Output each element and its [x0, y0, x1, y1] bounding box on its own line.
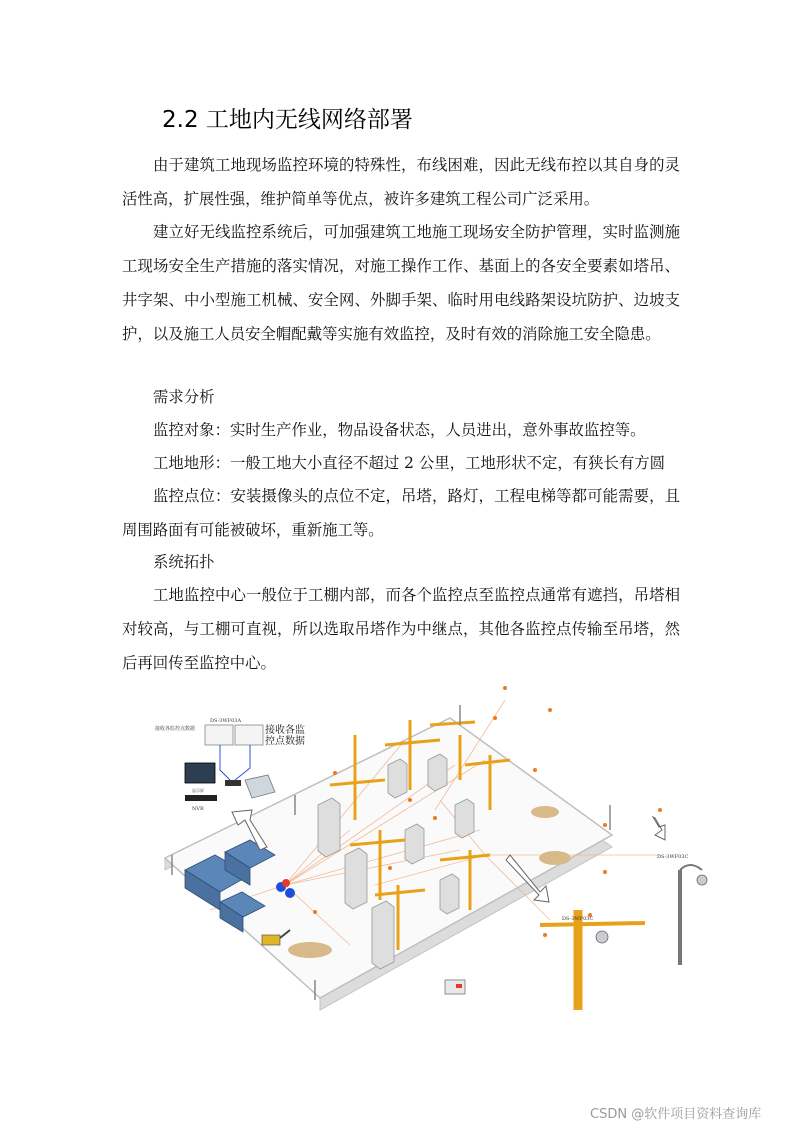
- generator-icon: [445, 980, 465, 994]
- paragraph-site-terrain: 工地地形：一般工地大小直径不超过 2 公里，工地形状不定，有狭长有方圆: [153, 454, 666, 472]
- pole-cpe-label: DS-3WF03C: [657, 854, 689, 860]
- paragraph-topology: 工地监控中心一般位于工棚内部，而各个监控点至监控点通常有遮挡，吊塔相对较高，与工棚可直视，所以选取吊塔作为中继点，其他各监控点传输至吊塔，然后再回传至监控中心。: [122, 586, 680, 672]
- paragraph-intro: 由于建筑工地现场监控环境的特殊性，布线困难，因此无线布控以其自身的灵活性高，扩展性强，维护简单等优点，被许多建筑工程公司广泛采用。: [122, 156, 680, 208]
- paragraph-benefits: 建立好无线监控系统后，可加强建筑工地施工现场安全防护管理，实时监测施工现场安全生产措施的落实情况，对施工操作工作、基面上的各安全要素如塔吊、井字架、中小型施工机械、安全网、外脚手架、临时用电线路架设坑防护、边坡支护，以及施工人员安全帽配戴等实施有效监控，及时有效的消除施工安全隐患。: [122, 223, 680, 343]
- pole-camera: [657, 854, 707, 965]
- subheading-topology: 系统拓扑: [153, 553, 215, 571]
- subheading-requirements: 需求分析: [153, 388, 215, 406]
- monitor-label: 显示屏: [192, 788, 204, 793]
- paragraph-monitor-targets: 监控对象：实时生产作业，物品设备状态，人员进出，意外事故监控等。: [153, 421, 646, 439]
- site-network-diagram: [150, 680, 720, 1020]
- watermark: CSDN @软件项目资料查询库: [590, 1107, 762, 1122]
- paragraph-monitor-points: 监控点位：安装摄像头的点位不定，吊塔，路灯，工程电梯等都可能需要，且周围路面有可能被破坏，重新施工等。: [122, 487, 680, 539]
- ap-model-label: DS-3WF03A: [210, 718, 242, 724]
- control-center: [155, 718, 305, 812]
- ap-receive-label-line2: 控点数据: [265, 736, 305, 747]
- crane-camera: [540, 910, 645, 1010]
- section-heading: 2.2 工地内无线网络部署: [162, 107, 413, 133]
- nvr-label: NVR: [192, 806, 204, 812]
- control-center-label: 接收各监控点数据: [155, 726, 196, 732]
- ap-receive-label-line1: 接收各监: [265, 725, 305, 736]
- crane-cpe-label: DS-3WF03C: [562, 916, 594, 922]
